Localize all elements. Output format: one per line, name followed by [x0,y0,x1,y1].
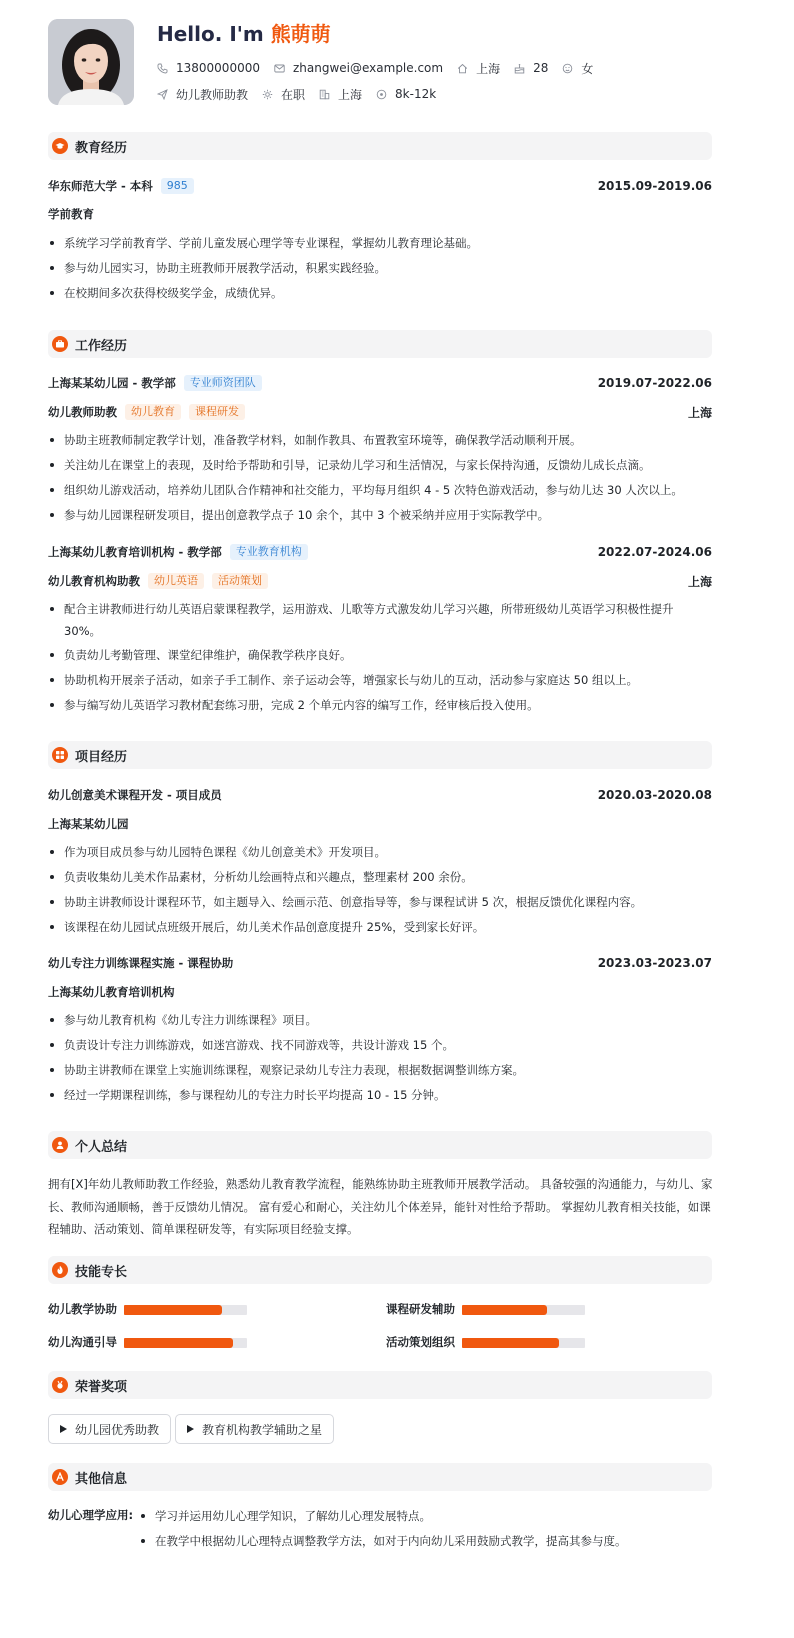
avatar-photo [48,19,134,105]
education-major-row [48,205,712,223]
section-work-header [48,330,712,358]
section-projects-header [48,741,712,769]
section-other-header [48,1463,712,1491]
phone-icon [157,63,168,74]
age-value: 28 [533,61,549,75]
list-item: 负责收集幼儿美术作品素材，分析幼儿绘画特点和兴趣点，整理素材 200 余份。 [48,866,712,888]
phone-number: 13800000000 [176,61,260,75]
grid-icon [52,747,68,763]
job-org-row [48,543,712,561]
summary-line: 长、教师沟通顺畅，善于反馈幼儿情况。 富有爱心和耐心，关注幼儿个体差异，能针对性给予帮助。 掌握幼儿教育相关技能，如课 [48,1199,711,1214]
skill-tag: 活动策划 [212,573,268,589]
major-name: 学前教育 [48,207,94,221]
job-org: 上海某幼儿教育培训机构 - 教学部 [48,545,222,559]
job-org-row [48,374,712,392]
honor-label: 教育机构教学辅助之星 [202,1422,323,1437]
section-title: 其他信息 [75,1471,128,1487]
list-item: 协助主讲教师在课堂上实施训练课程，观察记录幼儿专注力表现，根据数据调整训练方案。 [48,1059,712,1081]
project-org: 上海某幼儿教育培训机构 [48,985,175,999]
section-title: 技能专长 [75,1264,128,1280]
list-item: 协助主班教师制定教学计划，准备教学材料，如制作教具、布置教室环境等，确保教学活动顺利开展。 [48,429,712,451]
job-target-value: 幼儿教师助教 [176,87,249,102]
section-title: 荣誉奖项 [75,1379,128,1395]
skill-tag: 幼儿教育 [125,404,181,420]
section-skills-header [48,1256,712,1284]
skill-tag: 课程研发 [189,404,245,420]
age-item [514,61,548,75]
letter-a-icon [52,1469,68,1485]
honor-item [175,1414,334,1444]
salary-item [376,87,436,101]
skill-bar [462,1305,585,1315]
phone-item [157,61,260,75]
project-org-row [48,815,712,833]
job-location: 上海 [687,405,712,420]
list-item: 负责设计专注力训练游戏，如迷宫游戏、找不同游戏等，共设计游戏 15 个。 [48,1034,712,1056]
skill-name: 幼儿沟通引导 [48,1335,117,1349]
skill-bar-fill [462,1338,559,1348]
section-summary-header [48,1131,712,1159]
skill-bar [124,1305,247,1315]
honor-label: 幼儿园优秀助教 [75,1422,160,1437]
skill-bar [462,1338,585,1348]
skill-bar-fill [124,1305,222,1315]
job-period: 2022.07-2024.06 [597,545,712,559]
project-name-row [48,786,712,804]
cake-icon [514,63,525,74]
job-location: 上海 [687,574,712,589]
list-item: 协助机构开展亲子活动，如亲子手工制作、亲子运动会等，增强家长与幼儿的互动，活动参与家庭达 50 组以上。 [48,669,712,691]
job-role-row [48,403,712,421]
project-name: 幼儿专注力训练课程实施 - 课程协助 [48,956,234,970]
list-item: 作为项目成员参与幼儿园特色课程《幼儿创意美术》开发项目。 [48,841,712,863]
education-period: 2015.09-2019.06 [597,179,712,193]
list-item: 在校期间多次获得校级奖学金，成绩优异。 [48,282,712,304]
play-triangle-icon [60,1425,67,1433]
city-item [457,60,500,77]
skill-bar-fill [124,1338,233,1348]
org-tag: 专业教育机构 [230,544,308,560]
salary-value: 8k-12k [395,87,437,101]
settings-icon [262,89,273,100]
person-icon [562,63,573,74]
skill-bar-fill [462,1305,547,1315]
greeting-heading [157,18,331,47]
job-intention-row [157,85,450,103]
flame-icon [52,1262,68,1278]
org-tag: 专业师资团队 [184,375,262,391]
project-period: 2023.03-2023.07 [597,956,712,970]
city-value: 上海 [476,61,501,76]
status-item [262,86,305,103]
skill-name: 活动策划组织 [386,1335,455,1349]
medal-icon [52,1377,68,1393]
section-title: 教育经历 [75,140,128,156]
list-item: 配合主讲教师进行幼儿英语启蒙课程教学，运用游戏、儿歌等方式激发幼儿学习兴趣，所带班级幼儿英语学习积极性提升 30%。 [48,598,676,642]
list-item: 参与幼儿园课程研发项目，提出创意教学点子 10 余个，其中 3 个被采纳并应用于实际教学中。 [48,504,712,526]
skill-bar [124,1338,247,1348]
list-item: 参与编写幼儿英语学习教材配套练习册，完成 2 个单元内容的编写工作，经审核后投入使用。 [48,694,712,716]
mail-icon [274,63,285,74]
briefcase-icon [52,336,68,352]
project-period: 2020.03-2020.08 [597,788,712,802]
list-item: 该课程在幼儿园试点班级开展后，幼儿美术作品创意度提升 25%，受到家长好评。 [48,916,712,938]
job-target-item [157,86,248,103]
project-org-row [48,983,712,1001]
summary-line: 程辅助、活动策划、简单课程研发等，有实际项目经验支撑。 [48,1222,359,1236]
avatar [48,19,134,105]
list-item: 协助主讲教师设计课程环节，如主题导入、绘画示范、创意指导等，参与课程试讲 5 次，根据反馈优化课程内容。 [48,891,712,913]
section-honors-header [48,1371,712,1399]
list-item: 参与幼儿教育机构《幼儿专注力训练课程》项目。 [48,1009,712,1031]
project-name-row [48,954,712,972]
list-item: 经过一学期课程训练，参与课程幼儿的专注力时长平均提高 10 - 15 分钟。 [48,1084,712,1106]
skill-name: 幼儿教学协助 [48,1302,117,1316]
list-item: 组织幼儿游戏活动，培养幼儿团队合作精神和社交能力，平均每月组织 4 - 5 次特色游戏活动，参与幼儿达 30 人次以上。 [48,479,712,501]
school-tag: 985 [161,178,194,194]
list-item: 关注幼儿在课堂上的表现，及时给予帮助和引导，记录幼儿学习和生活情况，与家长保持沟通，反馈幼儿成长点滴。 [48,454,712,476]
send-icon [157,89,168,100]
project-org: 上海某某幼儿园 [48,817,129,831]
email-item [274,61,443,75]
gender-value: 女 [581,61,594,76]
greeting-text: Hello. I'm [157,22,264,46]
status-value: 在职 [281,87,306,102]
other-label: 幼儿心理学应用: [48,1508,134,1522]
target-city-item [319,86,362,103]
user-icon [52,1137,68,1153]
candidate-name: 熊萌萌 [270,22,331,46]
job-role: 幼儿教育机构助教 [48,574,140,588]
job-role: 幼儿教师助教 [48,405,117,419]
coin-icon [376,89,387,100]
email-address: zhangwei@example.com [292,61,444,75]
project-name: 幼儿创意美术课程开发 - 项目成员 [48,788,222,802]
job-org: 上海某某幼儿园 - 教学部 [48,376,176,390]
summary-text [48,1173,714,1241]
education-school-row [48,177,712,195]
section-title: 工作经历 [75,338,128,354]
job-period: 2019.07-2022.06 [597,376,712,390]
honor-item [48,1414,171,1444]
summary-line: 拥有[X]年幼儿教师助教工作经验，熟悉幼儿教育教学流程，能熟练协助主班教师开展教学活动。 具备较强的沟通能力，与幼儿、家 [48,1177,713,1191]
section-education-header [48,132,712,160]
play-triangle-icon [187,1425,194,1433]
list-item: 学习并运用幼儿心理学知识，了解幼儿心理发展特点。 [139,1505,712,1527]
job-role-row [48,572,712,590]
section-title: 项目经历 [75,749,128,765]
list-item: 参与幼儿园实习，协助主班教师开展教学活动，积累实践经验。 [48,257,712,279]
target-city-value: 上海 [338,87,363,102]
list-item: 在教学中根据幼儿心理特点调整教学方法，如对于内向幼儿采用鼓励式教学，提高其参与度。 [139,1530,712,1552]
contact-row [157,59,607,77]
building-icon [319,89,330,100]
skill-tag: 幼儿英语 [148,573,204,589]
skill-name: 课程研发辅助 [386,1302,455,1316]
school-name: 华东师范大学 - 本科 [48,179,153,193]
graduation-cap-icon [52,138,68,154]
gender-item [562,60,593,77]
list-item: 系统学习学前教育学、学前儿童发展心理学等专业课程，掌握幼儿教育理论基础。 [48,232,712,254]
list-item: 负责幼儿考勤管理、课堂纪律维护，确保教学秩序良好。 [48,644,712,666]
section-title: 个人总结 [75,1139,128,1155]
home-icon [457,63,468,74]
